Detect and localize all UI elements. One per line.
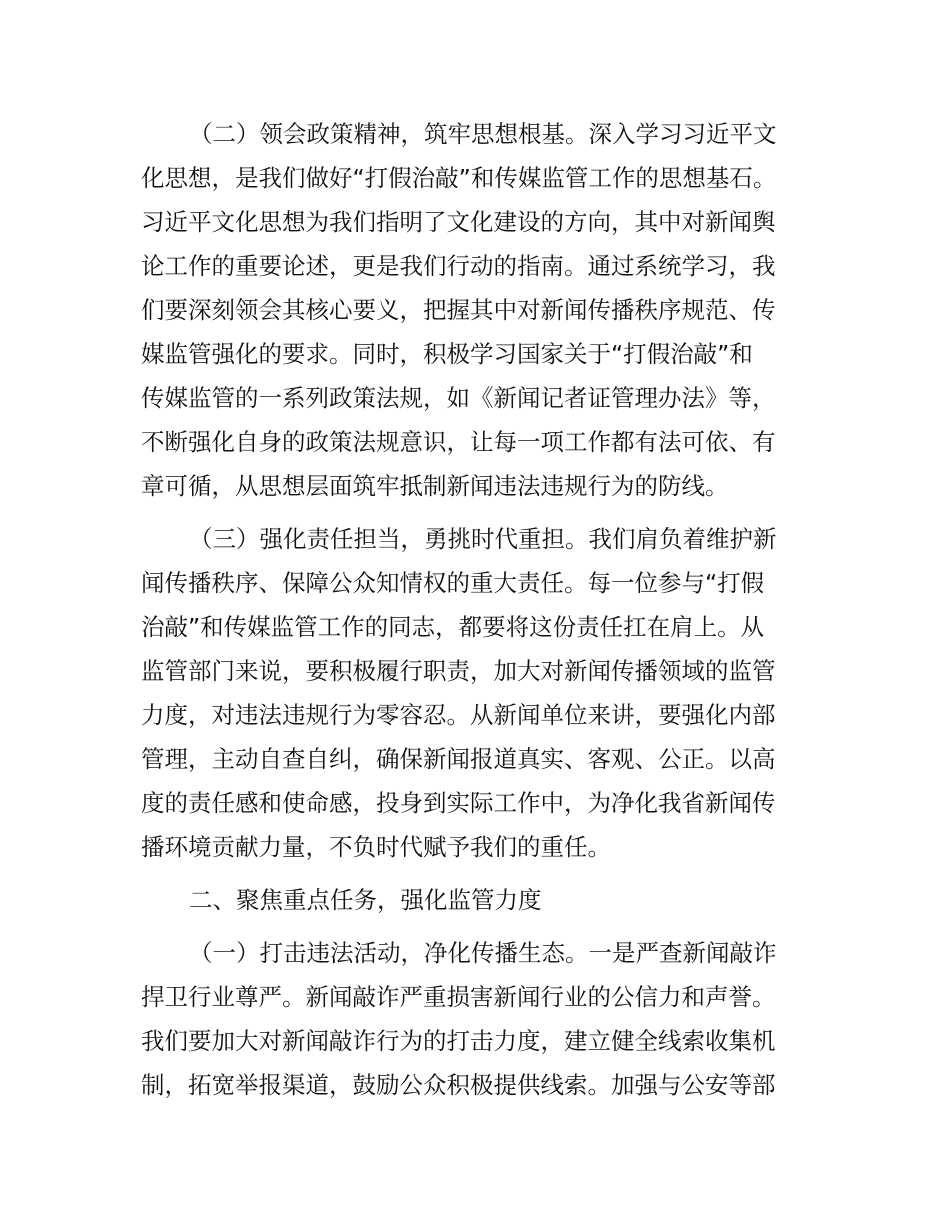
paragraph-spacer bbox=[141, 869, 821, 878]
text-line: （三）强化责任担当，勇挑时代重担。我们肩负着维护新 bbox=[189, 525, 777, 553]
paragraph-spacer bbox=[141, 922, 821, 931]
text-line: 我们要加大对新闻敲诈行为的打击力度，建立健全线索收集机 bbox=[141, 1027, 776, 1055]
text-line: 闻传播秩序、保障公众知情权的重大责任。每一位参与“打假 bbox=[141, 569, 765, 597]
text-line: 捍卫行业尊严。新闻敲诈严重损害新闻行业的公信力和声誉。 bbox=[141, 983, 776, 1011]
section-heading bbox=[141, 878, 821, 922]
heading-line: 二、聚焦重点任务，强化监管力度 bbox=[189, 886, 542, 914]
text-line: 制，拓宽举报渠道，鼓励公众积极提供线索。加强与公安等部 bbox=[141, 1071, 776, 1099]
text-line: 力度，对违法违规行为零容忍。从新闻单位来讲，要强化内部 bbox=[141, 701, 776, 729]
text-line: 不断强化自身的政策法规意识，让每一项工作都有法可依、有 bbox=[141, 428, 776, 456]
paragraph-spacer bbox=[141, 508, 821, 517]
text-line: 传媒监管的一系列政策法规，如《新闻记者证管理办法》等， bbox=[141, 384, 776, 412]
paragraph-responsibility bbox=[141, 517, 821, 869]
text-line: 治敲”和传媒监管工作的同志，都要将这份责任扛在肩上。从 bbox=[141, 613, 765, 641]
text-line: 媒监管强化的要求。同时，积极学习国家关于“打假治敲”和 bbox=[141, 340, 753, 368]
text-line: 章可循，从思想层面筑牢抵制新闻违法违规行为的防线。 bbox=[141, 472, 729, 500]
paragraph-policy-spirit bbox=[141, 112, 821, 508]
text-line: 监管部门来说，要积极履行职责，加大对新闻传播领域的监管 bbox=[141, 657, 776, 685]
text-line: 度的责任感和使命感，投身到实际工作中，为净化我省新闻传 bbox=[141, 789, 776, 817]
text-line: 习近平文化思想为我们指明了文化建设的方向，其中对新闻舆 bbox=[141, 208, 776, 236]
text-line: 论工作的重要论述，更是我们行动的指南。通过系统学习，我 bbox=[141, 252, 776, 280]
text-line: 播环境贡献力量，不负时代赋予我们的重任。 bbox=[141, 833, 611, 861]
text-line: （一）打击违法活动，净化传播生态。一是严查新闻敲诈 bbox=[189, 939, 777, 967]
text-line: 们要深刻领会其核心要义，把握其中对新闻传播秩序规范、传 bbox=[141, 296, 776, 324]
paragraph-crackdown bbox=[141, 931, 821, 1107]
text-line: 管理，主动自查自纠，确保新闻报道真实、客观、公正。以高 bbox=[141, 745, 776, 773]
text-line: （二）领会政策精神，筑牢思想根基。深入学习习近平文 bbox=[189, 120, 777, 148]
text-line: 化思想，是我们做好“打假治敲”和传媒监管工作的思想基石。 bbox=[141, 164, 777, 192]
document-body bbox=[141, 112, 821, 1107]
